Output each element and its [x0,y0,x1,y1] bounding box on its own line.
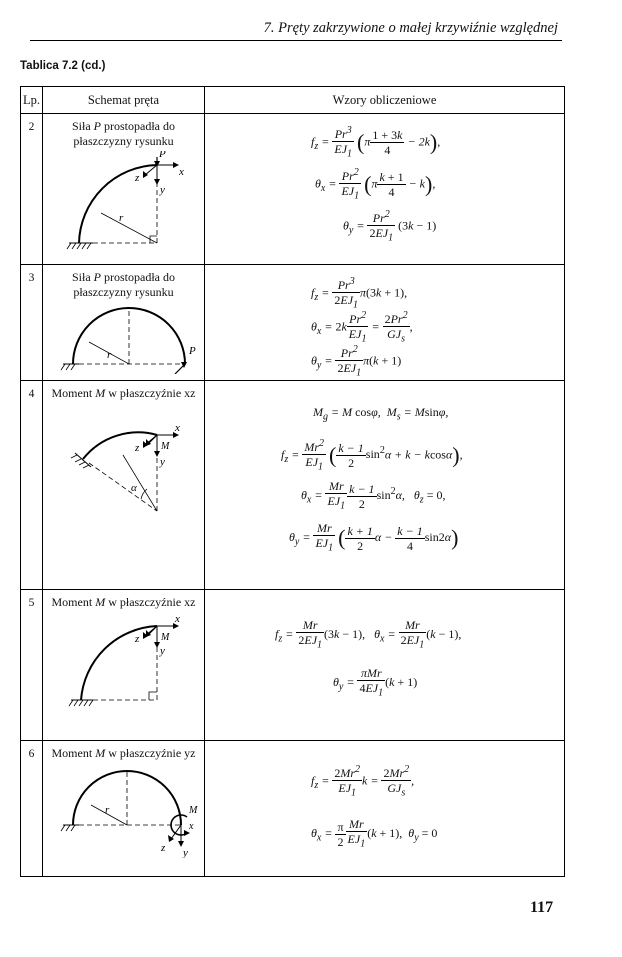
case-description: Siła P prostopadła do płaszczyzny rysunku [71,119,175,148]
label-x: x [174,422,180,434]
table-row [21,741,565,877]
label-r: r [104,804,109,816]
diagram-quarter-arc-moment-xz [49,612,199,712]
formula-table [20,86,565,877]
formula-line: $\theta_x = 2k$ $\frac{Pr^2}{EJ_1}$ = $\frac{2Pr^2}{GJ_s}$ , [311,310,413,345]
formula-line: $f_z$ = $\frac{Mr^2}{EJ_1}$ ( $\frac{k - 1}{2}$ $\sin^2\alpha + k - kcos\alpha$), [281,438,463,473]
case-description: Moment M w płaszczyźnie xz [51,595,196,609]
page-number: 117 [530,899,554,916]
schema-cell [43,741,205,877]
label-m: M [160,441,169,452]
column-header-lp: Lp. [21,87,43,114]
row-number: 6 [21,741,43,877]
label-y: y [159,184,165,196]
row-number: 3 [21,265,43,381]
label-x: x [188,821,193,832]
formula-line: $f_z$ = $\frac{Pr^3}{2EJ_1}$ π(3k + 1), [311,276,408,311]
label-z: z [160,842,165,854]
label-z: z [134,172,139,184]
running-header [30,18,562,41]
column-header-wzory: Wzory obliczeniowe [205,87,565,114]
formula-line: $f_z$ = $\frac{Mr}{2EJ_1}$ (3k − 1), $\theta_x$ = $\frac{Mr}{2EJ_1}$ (k − 1), [275,618,462,651]
table-row [21,114,565,265]
formula-line: $\theta_y$ = $\frac{Pr^2}{2EJ_1}$ (3k − 1) [343,209,437,244]
formula-cell [205,381,565,590]
row-number: 5 [21,590,43,741]
label-z: z [134,442,139,454]
formula-line: $\theta_y$ = $\frac{\text{πMr}}{4EJ_1}$ (k + 1) [333,666,418,699]
label-r: r [118,212,123,224]
label-p: P [158,151,166,160]
label-y: y [159,456,165,468]
formula-line: $\theta_y$ = $\frac{Mr}{EJ_1}$ ( $\frac{k + 1}{2}$ α − $\frac{k - 1}{4}$ sin2α) [289,521,459,554]
table-row [21,381,565,590]
formula-line: $M_g = M$ cosφ, $M_s = Msin\varphi$, [313,405,449,423]
formula-cell [205,265,565,381]
formula-cell [205,590,565,741]
diagram-half-circle-force [49,302,199,374]
formula-line: $f_z$ = $\frac{Pr^3}{EJ_1}$ (π $\frac{1 + 3k}{4}$ − 2k), [311,125,441,160]
formula-line: $\theta_x$ = $\frac{Pr^2}{EJ_1}$ (π $\frac{k + 1}{4}$ − k), [315,167,436,202]
formula-line: $\theta_y$ = $\frac{Pr^2}{2EJ_1}$ π(k + 1) [311,344,402,379]
column-header-schemat: Schemat pręta [43,87,205,114]
label-z: z [134,633,139,645]
diagram-half-circle-moment-yz [49,763,199,858]
case-description: Siła P prostopadła do płaszczyzny rysunku [71,270,175,299]
label-p: P [188,345,196,357]
label-m: M [188,805,197,816]
table-row [21,265,565,381]
schema-cell [43,381,205,590]
formula-line: $\theta_x$ = $\frac{\pi}{2}$ $\frac{Mr}{EJ_1}$ (k + 1), $\theta_y = 0$ [311,817,438,850]
running-title: 7. Pręty zakrzywione o małej krzywiźnie względnej [263,20,558,36]
table-caption: Tablica 7.2 (cd.) [20,60,106,72]
formula-cell [205,741,565,877]
label-x: x [178,166,184,178]
diagram-quarter-arc-force [49,151,199,256]
row-number: 4 [21,381,43,590]
schema-cell [43,265,205,381]
label-x: x [174,613,180,625]
formula-cell [205,114,565,265]
formula-line: $f_z$ = $\frac{2Mr^2}{EJ_1}$ k = $\frac{2Mr^2}{GJ_s}$ , [311,764,415,799]
label-m: M [160,632,169,643]
schema-cell [43,590,205,741]
table-header-row [21,87,565,114]
label-r: r [106,349,111,361]
formula-line: $\theta_x$ = $\frac{Mr}{EJ_1}$ $\frac{k - 1}{2}$ $\sin^2\alpha$, $\theta_z = 0$, [301,479,446,512]
row-number: 2 [21,114,43,265]
label-alpha: α [130,482,137,494]
case-description: Moment M w płaszczyźnie yz [51,746,196,760]
schema-cell [43,114,205,265]
table-row [21,590,565,741]
label-y: y [159,645,165,657]
case-description: Moment M w płaszczyźnie xz [51,386,196,400]
label-y: y [182,847,188,858]
diagram-arc-moment-xz [49,419,199,519]
